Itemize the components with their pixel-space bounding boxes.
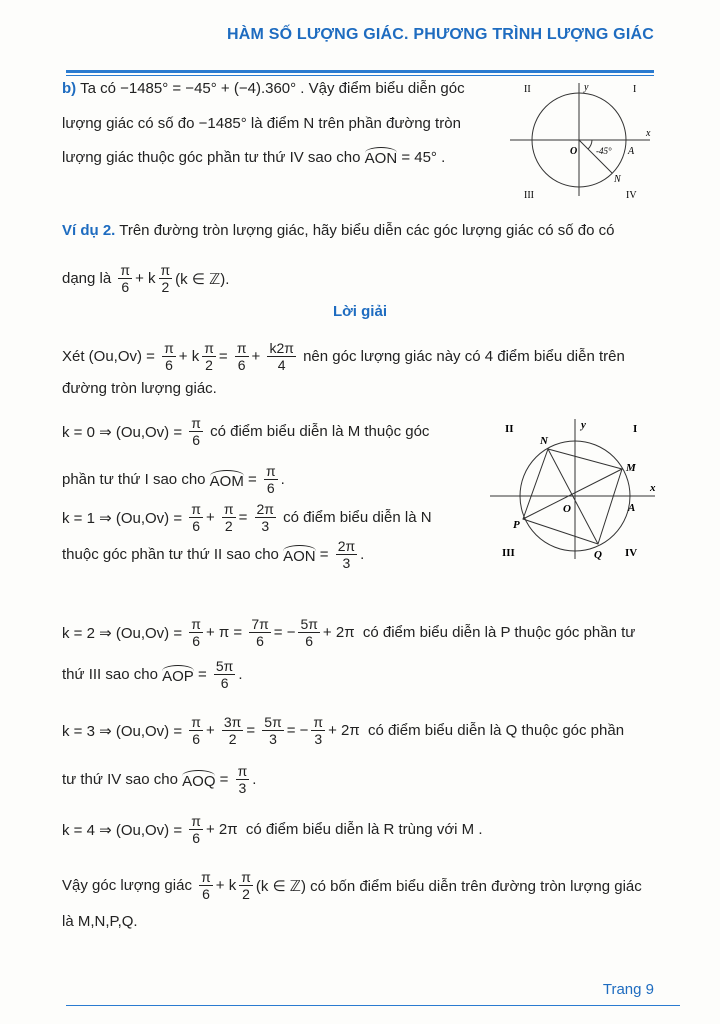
fraction — [202, 340, 216, 373]
text-run: lượng giác có số đo −1485° là điểm N trên phần đường tròn — [62, 115, 461, 132]
numerator: π — [191, 813, 201, 829]
fraction — [162, 340, 176, 373]
denominator: 2 — [205, 357, 213, 373]
svg-text:M: M — [626, 462, 636, 474]
denominator: 2 — [224, 518, 233, 534]
denominator: 6 — [256, 633, 264, 649]
text-line — [62, 913, 138, 930]
text-run: + — [205, 509, 219, 526]
denominator: 4 — [277, 357, 286, 373]
page-number: Trang 9 — [602, 981, 654, 998]
text-run: = — [238, 509, 252, 526]
svg-text:N: N — [614, 174, 621, 185]
text-line — [62, 222, 614, 239]
denominator: 6 — [192, 731, 201, 747]
text-line — [62, 115, 461, 132]
numerator: π — [236, 340, 247, 356]
text-line — [62, 463, 285, 496]
denominator: 6 — [192, 830, 201, 846]
svg-text:A: A — [628, 502, 636, 514]
denominator: 3 — [269, 731, 277, 747]
text-run: = — [315, 546, 333, 563]
text-line — [62, 813, 483, 846]
text-run: dạng là — [62, 270, 116, 287]
angle-arc: AON — [365, 147, 398, 167]
text-run: Vậy góc lượng giác — [62, 877, 197, 894]
text-run: = — [246, 722, 260, 739]
text-line — [62, 340, 625, 373]
denominator: 6 — [220, 675, 229, 691]
denominator: 6 — [121, 279, 130, 295]
denominator: 3 — [314, 731, 323, 747]
numerator: π — [160, 262, 171, 278]
fraction — [189, 501, 203, 534]
fraction — [311, 714, 325, 747]
text-line — [62, 869, 642, 902]
numerator: 5π — [215, 658, 234, 674]
text-run: phần tư thứ I sao cho — [62, 471, 210, 488]
ray-ON — [579, 140, 612, 173]
fraction — [189, 813, 203, 846]
fraction — [298, 616, 319, 649]
numerator: k2π — [269, 340, 294, 356]
text-run: lượng giác thuộc góc phần tư thứ IV sao cho — [62, 148, 365, 166]
unit-circle-figure-2 — [480, 414, 675, 564]
text-run: (k ∈ ℤ) có bốn điểm biểu diễn trên đường tròn lượng giác — [255, 877, 642, 895]
fraction — [189, 616, 203, 649]
numerator: 5π — [300, 616, 318, 632]
denominator: 6 — [165, 357, 173, 373]
denominator: 6 — [305, 633, 314, 649]
text-run: + 2π có điểm biểu diễn là P thuộc góc phần tư — [322, 624, 636, 641]
text-run: . — [252, 771, 257, 788]
header-rule-thin — [66, 75, 654, 76]
numerator: π — [241, 869, 251, 885]
text-run: = − — [273, 624, 296, 641]
text-run: Trên đường tròn lượng giác, hãy biểu diễn các góc lượng giác có số đo có — [115, 222, 615, 239]
numerator: π — [191, 415, 201, 431]
fraction — [199, 869, 213, 902]
numerator: 2π — [337, 538, 356, 554]
text-run: Xét (Ou,Ov) = — [62, 348, 160, 365]
fraction — [189, 415, 203, 448]
svg-text:y: y — [584, 82, 589, 93]
text-run: = — [218, 348, 232, 365]
unit-circle-figure-1 — [508, 78, 658, 208]
text-line — [62, 415, 429, 448]
svg-text:IV: IV — [626, 190, 637, 201]
angle-arc: AOP — [162, 665, 194, 685]
numerator: π — [164, 340, 174, 356]
text-line — [62, 714, 624, 747]
denominator: 3 — [261, 518, 270, 534]
denominator: 2 — [161, 279, 170, 295]
numerator: π — [201, 869, 211, 885]
svg-text:P: P — [513, 519, 520, 531]
denominator: 3 — [238, 780, 247, 796]
fraction — [189, 714, 203, 747]
text-run: + k — [178, 348, 200, 365]
numerator: π — [191, 616, 201, 632]
text-run: có điểm biểu diễn là M thuộc góc — [205, 423, 430, 440]
text-run: + k — [215, 877, 237, 894]
text-run: là M,N,P,Q. — [62, 913, 138, 930]
denominator: 3 — [342, 555, 351, 571]
text-run: = — [215, 771, 233, 788]
numerator: π — [265, 463, 276, 479]
numerator: π — [223, 501, 234, 517]
fraction — [222, 714, 243, 747]
text-run: + π = — [205, 624, 247, 641]
text-line — [62, 147, 445, 167]
fraction — [336, 538, 357, 571]
numerator: 3π — [223, 714, 242, 730]
text-line — [62, 501, 432, 534]
text-run: = — [193, 666, 211, 683]
text-run: + 2π có điểm biểu diễn là Q thuộc góc phần — [328, 722, 625, 739]
text-line — [0, 303, 720, 320]
svg-text:I: I — [633, 423, 638, 435]
text-run: . — [238, 666, 243, 683]
svg-text:IV: IV — [625, 547, 638, 559]
angle-arc: AOQ — [182, 770, 215, 790]
text-run: = − — [286, 722, 309, 739]
text-run: đường tròn lượng giác. — [62, 380, 217, 397]
text-run: k = 1 ⇒ (Ou,Ov) = — [62, 509, 187, 527]
text-line — [62, 658, 243, 691]
label-heading: b) — [62, 80, 77, 97]
text-run: có điểm biểu diễn là N — [278, 509, 432, 526]
fraction — [264, 463, 278, 496]
denominator: 2 — [242, 886, 250, 902]
text-run: thứ III sao cho — [62, 666, 163, 683]
text-run: + k — [135, 270, 156, 287]
text-run: nên góc lượng giác này có 4 điểm biểu diễn trên — [298, 348, 625, 365]
text-line — [62, 538, 364, 571]
angle-arc: AON — [283, 545, 316, 565]
numerator: π — [204, 340, 214, 356]
text-line — [62, 763, 256, 796]
text-run: tư thứ IV sao cho — [62, 771, 183, 788]
text-run: = — [243, 471, 261, 488]
numerator: π — [237, 763, 248, 779]
svg-text:III: III — [502, 547, 515, 559]
denominator: 6 — [237, 357, 246, 373]
label-heading: Lời giải — [332, 303, 387, 320]
denominator: 6 — [266, 480, 275, 496]
numerator: π — [191, 714, 201, 730]
text-run: . — [280, 471, 285, 488]
fraction — [118, 262, 132, 295]
fraction — [255, 501, 276, 534]
svg-text:O: O — [563, 503, 571, 515]
denominator: 6 — [192, 518, 201, 534]
denominator: 6 — [192, 633, 201, 649]
svg-text:I: I — [633, 84, 637, 95]
svg-text:x: x — [646, 128, 651, 139]
numerator: 2π — [256, 501, 274, 517]
fraction — [236, 763, 250, 796]
numerator: 5π — [264, 714, 282, 730]
text-line — [62, 380, 217, 397]
text-run: thuộc góc phần tư thứ II sao cho — [62, 546, 284, 563]
svg-text:N: N — [540, 435, 548, 447]
text-run: k = 4 ⇒ (Ou,Ov) = — [62, 821, 187, 839]
svg-text:-45°: -45° — [596, 146, 612, 156]
text-line — [62, 616, 635, 649]
svg-text:II: II — [505, 423, 514, 435]
svg-text:A: A — [628, 146, 635, 157]
fraction — [159, 262, 173, 295]
numerator: π — [191, 501, 201, 517]
text-run: k = 2 ⇒ (Ou,Ov) = — [62, 624, 187, 642]
numerator: π — [120, 262, 131, 278]
text-run: + 2π có điểm biểu diễn là R trùng với M . — [205, 821, 483, 838]
text-line — [62, 80, 465, 97]
fraction — [239, 869, 253, 902]
denominator: 6 — [192, 432, 201, 448]
fraction — [235, 340, 249, 373]
fraction — [249, 616, 270, 649]
chapter-header: HÀM SỐ LƯỢNG GIÁC. PHƯƠNG TRÌNH LƯỢNG GIÁC — [227, 26, 654, 43]
svg-text:O: O — [570, 146, 578, 157]
svg-text:II: II — [524, 84, 531, 95]
numerator: 7π — [251, 616, 269, 632]
header-rule — [66, 70, 654, 73]
svg-text:y: y — [581, 419, 586, 431]
text-run: + — [205, 722, 219, 739]
text-run: = 45° . — [397, 148, 446, 166]
numerator: π — [313, 714, 324, 730]
text-run: Ta có −1485° = −45° + (−4).360° . Vậy điểm biểu diễn góc — [76, 80, 465, 97]
fraction — [214, 658, 235, 691]
svg-text:x: x — [650, 482, 656, 494]
fraction — [267, 340, 295, 373]
denominator: 2 — [228, 731, 237, 747]
text-line — [62, 262, 229, 295]
svg-text:III: III — [524, 190, 534, 201]
text-run: k = 0 ⇒ (Ou,Ov) = — [62, 423, 187, 441]
label-heading: Ví dụ 2. — [62, 222, 116, 239]
angle-arc: AOM — [210, 470, 244, 490]
text-run: . — [360, 546, 365, 563]
text-run: k = 3 ⇒ (Ou,Ov) = — [62, 722, 187, 740]
text-run: (k ∈ ℤ). — [175, 270, 230, 288]
svg-text:Q: Q — [594, 549, 602, 561]
denominator: 6 — [202, 886, 210, 902]
text-run: + — [251, 348, 265, 365]
fraction — [222, 501, 236, 534]
footer-rule — [66, 1005, 680, 1006]
fraction — [262, 714, 283, 747]
